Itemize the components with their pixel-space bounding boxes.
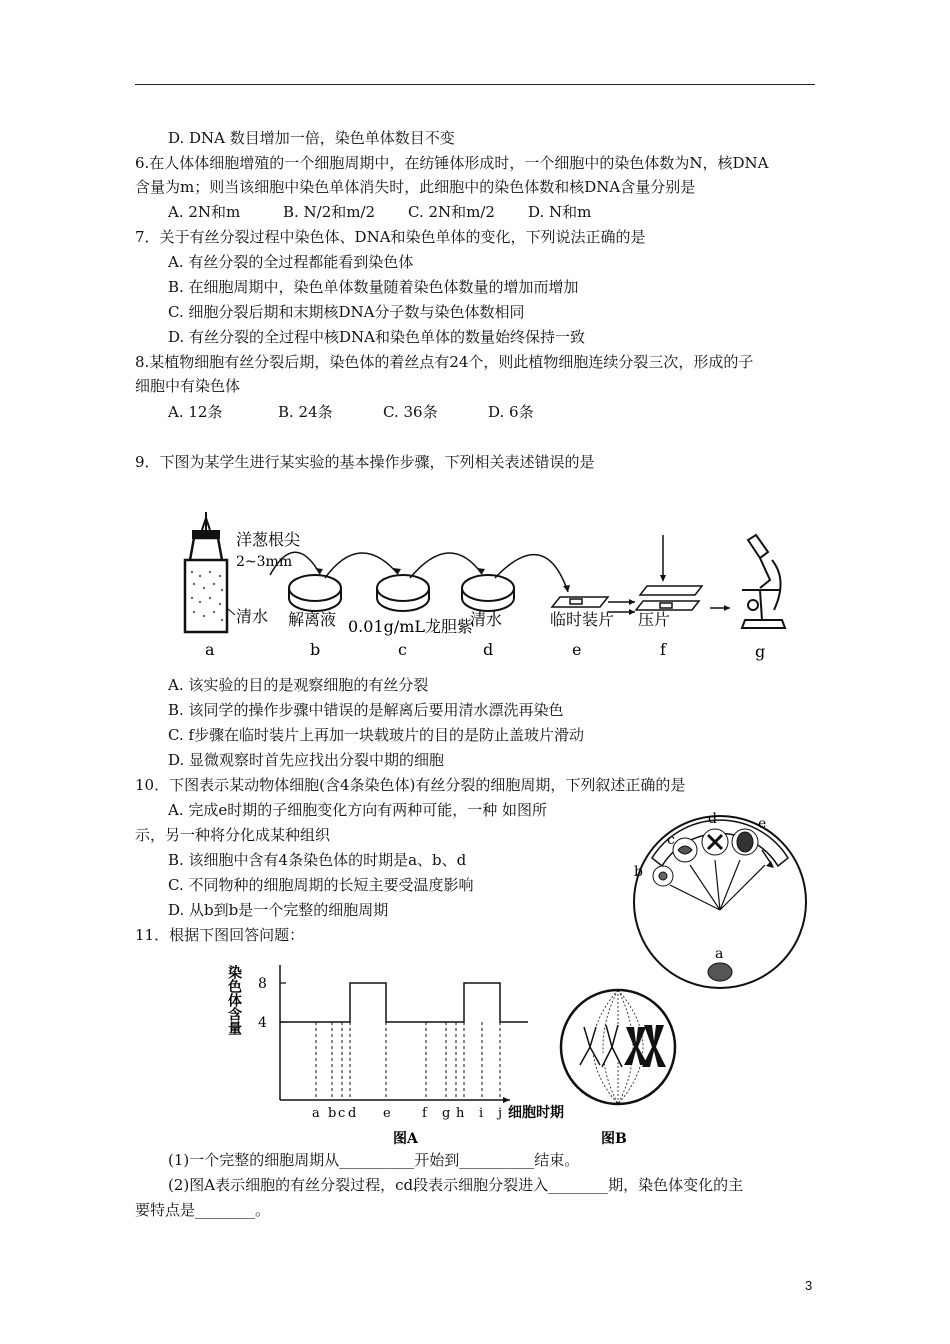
cycle-arrow-head <box>766 861 774 868</box>
q8-option-c: C. 36条 <box>383 403 438 421</box>
x-tick-h: h <box>456 1106 465 1121</box>
q7-option-b: B. 在细胞周期中，染色单体数量随着染色体数量的增加而增加 <box>168 278 579 296</box>
label-gentian-violet: 0.01g/mL龙胆紫 <box>348 617 474 636</box>
q8-options <box>168 402 534 422</box>
caption-figure-b: 图B <box>601 1131 627 1147</box>
label-temp-slide: 临时装片 <box>550 610 615 629</box>
x-tick-j: j <box>498 1106 503 1121</box>
label-water-a: 清水 <box>236 607 269 626</box>
q6-option-b: B. N/2和m/2 <box>283 203 376 221</box>
q8-stem-2: 细胞中有染色体 <box>135 377 241 395</box>
x-tick-i: i <box>479 1106 484 1121</box>
q8-option-b: B. 24条 <box>278 403 333 421</box>
q6-stem-2: 含量为m；则当该细胞中染色单体消失时，此细胞中的染色体数和核DNA含量分别是 <box>135 178 696 196</box>
x-tick-b: b <box>328 1106 337 1121</box>
bottle-icon <box>185 512 235 632</box>
step-letter-d: d <box>483 640 494 659</box>
x-tick-g: g <box>442 1106 451 1121</box>
period-dividers <box>316 1022 500 1100</box>
q5-option-d: D. DNA 数目增加一倍，染色单体数目不变 <box>168 129 455 147</box>
q11-part-1: (1)一个完整的细胞周期从__________开始到__________结束。 <box>168 1151 580 1169</box>
q9-option-b: B. 该同学的操作步骤中错误的是解离后要用清水漂洗再染色 <box>168 701 564 719</box>
q10-stem: 10．下图表示某动物体细胞(含4条染色体)有丝分裂的细胞周期，下列叙述正确的是 <box>135 776 686 794</box>
q6-stem-1: 6.在人体体细胞增殖的一个细胞周期中，在纺锤体形成时，一个细胞中的染色体数为N，核DNA <box>135 154 769 172</box>
q10-option-a-2: 示，另一种将分化成某种组织 <box>135 826 331 844</box>
x-axis-arrow <box>503 1097 510 1103</box>
step-letter-g: g <box>755 642 766 661</box>
y-tick-8: 8 <box>258 976 267 992</box>
q7-stem: 7．关于有丝分裂过程中染色体、DNA和染色单体的变化，下列说法正确的是 <box>135 228 646 246</box>
phase-lines <box>670 860 765 910</box>
x-tick-a: a <box>312 1106 320 1121</box>
q8-option-a: A. 12条 <box>168 403 223 421</box>
q9-option-a: A. 该实验的目的是观察细胞的有丝分裂 <box>168 676 429 694</box>
experiment-steps-figure <box>170 510 790 665</box>
x-tick-c: c <box>338 1106 346 1121</box>
q6-options <box>168 202 591 222</box>
q8-option-d: D. 6条 <box>488 403 534 421</box>
q6-option-a: A. 2N和m <box>168 203 241 221</box>
chromosome-line <box>280 983 528 1022</box>
x-tick-f: f <box>422 1106 427 1121</box>
label-dissociation: 解离液 <box>288 610 337 629</box>
page-number: 3 <box>805 1278 813 1293</box>
y-tick-4: 4 <box>258 1015 267 1031</box>
step-letter-e: e <box>572 640 582 659</box>
q9-stem: 9．下图为某学生进行某实验的基本操作步骤，下列相关表述错误的是 <box>135 453 595 471</box>
q10-option-d: D. 从b到b是一个完整的细胞周期 <box>168 901 389 919</box>
graph-xlabel: 细胞时期 <box>508 1105 564 1121</box>
header-rule <box>135 84 815 85</box>
chromosome-graph-figure <box>226 955 788 1147</box>
cycle-letter-c: c <box>667 832 675 848</box>
step-letter-f: f <box>660 640 666 659</box>
cycle-letter-e: e <box>758 816 767 832</box>
q8-stem-1: 8.某植物细胞有丝分裂后期，染色体的着丝点有24个，则此植物细胞连续分裂三次，形成的子 <box>135 353 754 371</box>
step-letter-a: a <box>205 640 215 659</box>
q10-option-a-1: A. 完成e时期的子细胞变化方向有两种可能，一种 如图所 <box>168 801 548 819</box>
cycle-letter-d: d <box>708 811 717 827</box>
q9-option-d: D. 显微观察时首先应找出分裂中期的细胞 <box>168 751 445 769</box>
q11-part-2a: (2)图A表示细胞的有丝分裂过程，cd段表示细胞分裂进入________期，染色体变化的主 <box>168 1176 744 1194</box>
cycle-letter-a: a <box>715 946 724 962</box>
slides <box>552 586 702 610</box>
q11-part-2b: 要特点是________。 <box>135 1201 271 1219</box>
metaphase-cell-b <box>561 990 675 1104</box>
microscope-icon <box>742 535 785 628</box>
q11-stem: 11．根据下图回答问题： <box>135 926 305 944</box>
dishes <box>289 575 514 611</box>
x-tick-d: d <box>348 1106 357 1121</box>
x-tick-e: e <box>383 1106 391 1121</box>
q7-option-d: D. 有丝分裂的全过程中核DNA和染色单体的数量始终保持一致 <box>168 328 586 346</box>
step-letter-b: b <box>310 640 321 659</box>
label-onion-root: 洋葱根尖 <box>236 530 301 549</box>
q7-option-c: C. 细胞分裂后期和末期核DNA分子数与染色体数相同 <box>168 303 525 321</box>
q6-option-c: C. 2N和m/2 <box>408 203 495 221</box>
label-water-d: 清水 <box>470 610 503 629</box>
y-ticks <box>280 983 286 1022</box>
caption-figure-a: 图A <box>393 1131 418 1147</box>
cycle-letter-b: b <box>634 864 643 880</box>
label-length: 2~3mm <box>236 554 293 570</box>
graph-ylabel: 染色体含量 <box>226 965 242 1035</box>
label-press: 压片 <box>638 610 671 629</box>
q6-option-d: D. N和m <box>528 203 592 221</box>
q10-option-b: B. 该细胞中含有4条染色体的时期是a、b、d <box>168 851 467 869</box>
q7-option-a: A. 有丝分裂的全过程都能看到染色体 <box>168 253 414 271</box>
step-letter-c: c <box>398 640 407 659</box>
q10-option-c: C. 不同物种的细胞周期的长短主要受温度影响 <box>168 876 474 894</box>
q9-option-c: C. f步骤在临时装片上再加一块载玻片的目的是防止盖玻片滑动 <box>168 726 585 744</box>
